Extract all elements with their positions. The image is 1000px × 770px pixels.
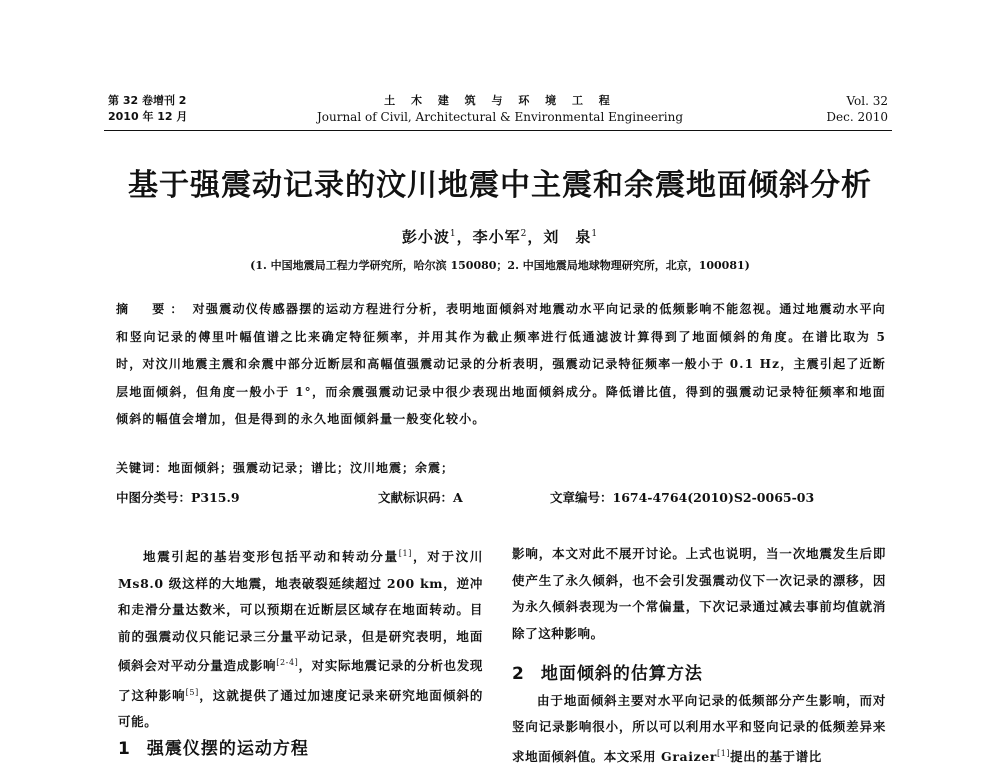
paper-title: 基于强震动记录的汶川地震中主震和余震地面倾斜分析	[0, 160, 1000, 204]
volume-date: Dec. 2010	[826, 109, 888, 125]
keywords-text: 地面倾斜；强震动记录；谱比；汶川地震；余震；	[168, 461, 454, 475]
author-list: 彭小波$^1$，李小军$^2$，刘 泉$^1$	[0, 226, 1000, 247]
body-paragraph: 由于地面倾斜主要对水平向记录的低频部分产生影响，而对竖向记录影响很小，所以可以利用水平和竖向记录的低频差异来求地面倾斜值。本文采用 Graizer[1]提出的基于谱比	[512, 688, 886, 770]
body-paragraph: 影响，本文对此不展开讨论。上式也说明，当一次地震发生后即使产生了永久倾斜，也不会引发强震动仪下一次记录的漂移，因为永久倾斜表现为一个常偏量，下次记录通过减去事前均值就消除了这种影响。	[512, 541, 886, 647]
citation: [2-4]	[276, 658, 298, 667]
journal-name-cn: 土 木 建 筑 与 环 境 工 程	[0, 93, 1000, 109]
header-rule	[104, 130, 892, 131]
author-affiliation-mark: 2	[521, 229, 528, 239]
citation: [1]	[717, 749, 730, 758]
journal-name-en: Journal of Civil, Architectural & Environmental Engineering	[0, 109, 1000, 125]
section-title: 强震仪摆的运动方程	[147, 739, 309, 759]
document-code: 文献标识码：A	[378, 488, 463, 506]
citation: [5]	[186, 688, 199, 697]
article-number: 文章编号：1674-4764(2010)S2-0065-03	[550, 488, 814, 506]
volume-info	[826, 93, 888, 125]
section-title: 地面倾斜的估算方法	[541, 664, 703, 684]
citation: [1]	[399, 549, 412, 558]
volume-number: Vol. 32	[826, 93, 888, 109]
section-number: 2	[512, 664, 525, 684]
abstract	[116, 296, 886, 434]
section-heading	[118, 736, 483, 763]
body-column-left	[118, 541, 483, 762]
section-heading	[512, 661, 886, 688]
section-number: 1	[118, 739, 131, 759]
issue-volume: 第 32 卷增刊 2	[108, 93, 187, 109]
abstract-text: 对强震动仪传感器摆的运动方程进行分析，表明地面倾斜对地震动水平向记录的低频影响不能忽视。通过地震动水平向和竖向记录的傅里叶幅值谱之比来确定特征频率，并用其作为截止频率进行低通滤波计算得到了地面倾斜的角度。在谱比取为 5 时，对汶川地震主震和余震中部分近断层和高幅值强震动记录的分析表明，强震动记录特征频率一般小于 0.1 Hz，主震引起了近断层地面倾斜，但角度一般小于 1°，而余震强震动记录中很少表现出地面倾斜成分。降低谱比值，得到的强震动记录特征频率和地面倾斜的幅值会增加，但是得到的永久地面倾斜量一般变化较小。	[116, 302, 886, 426]
body-column-right	[512, 541, 886, 770]
keywords	[116, 459, 886, 476]
running-header	[0, 93, 1000, 133]
keywords-label: 关键词：	[116, 461, 168, 475]
author-affiliation-mark: 1	[591, 229, 598, 239]
author-name: 刘 泉	[543, 228, 591, 246]
issue-date: 2010 年 12 月	[108, 109, 187, 125]
author-name: 李小军	[473, 228, 521, 246]
clc-number: 中图分类号：P315.9	[116, 488, 240, 506]
author-name: 彭小波	[402, 228, 450, 246]
abstract-label: 摘 要：	[116, 302, 189, 316]
affiliations: (1. 中国地震局工程力学研究所，哈尔滨 150080；2. 中国地震局地球物理研究所，北京，100081)	[0, 257, 1000, 273]
author-affiliation-mark: 1	[450, 229, 457, 239]
body-paragraph: 地震引起的基岩变形包括平动和转动分量[1]，对于汶川 Ms8.0 级这样的大地震，地表破裂延续超过 200 km，逆冲和走滑分量达数米，可以预期在近断层区域存在地面转动。目前的强震动仪只能记录三分量平动记录，但是研究表明，地面倾斜会对平动分量造成影响[2-4]，对实际地震记录的分析也发现了这种影响[5]，这就提供了通过加速度记录来研究地面倾斜的可能。	[118, 541, 483, 736]
